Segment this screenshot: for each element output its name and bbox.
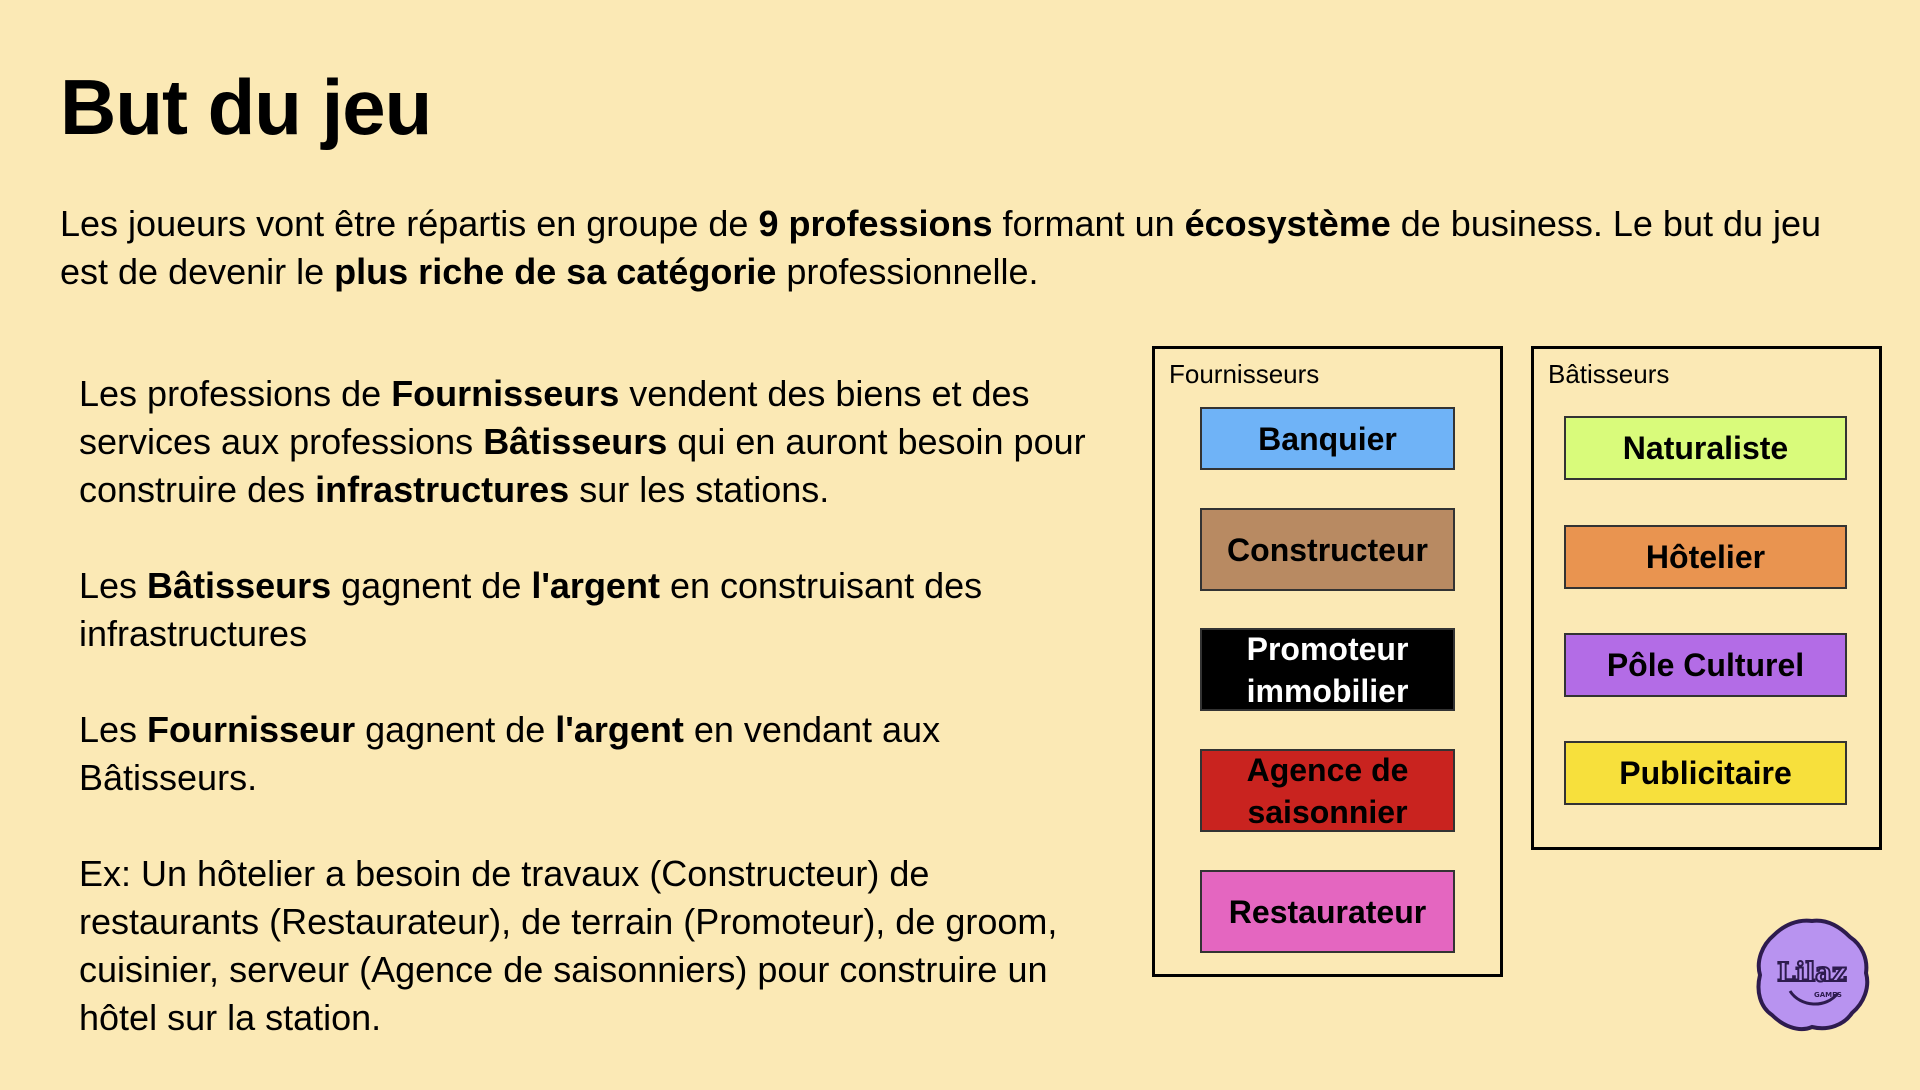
- intro-bold-ecosysteme: écosystème: [1184, 203, 1391, 244]
- p3-bold-argent: l'argent: [555, 709, 684, 750]
- p2-bold-batisseurs: Bâtisseurs: [147, 565, 332, 606]
- p2-text-1: Les: [79, 565, 148, 606]
- profession-label: [1623, 427, 1788, 469]
- paragraph-fournisseur-gain: [79, 706, 1119, 802]
- profession-label-line1: Naturaliste: [1622, 430, 1789, 466]
- p3-bold-fournisseur: Fournisseur: [147, 709, 356, 750]
- paragraph-example: Ex: Un hôtelier a besoin de travaux (Constructeur) de restaurants (Restaurateur), de terrain (Promoteur), de groom, cuisinier, serveur (Agence de saisonniers) pour construire un hôtel sur la station.: [79, 853, 1058, 1038]
- profession-label: [1258, 418, 1397, 460]
- logo-text: Lilaz: [1777, 958, 1847, 988]
- profession-label-line1: Restaurateur: [1228, 893, 1427, 930]
- profession-card-restaurateur: [1200, 870, 1455, 953]
- profession-card-banquier: [1200, 407, 1455, 470]
- profession-label-line1: Agence de: [1246, 751, 1409, 788]
- profession-label: [1619, 752, 1792, 794]
- lilaz-games-logo: [1752, 915, 1872, 1035]
- profession-label-line2: immobilier: [1246, 672, 1409, 709]
- p1-text-3: qui en auront besoin pour construire des: [79, 421, 1086, 510]
- fournisseurs-label: Fournisseurs: [1169, 359, 1320, 389]
- profession-label-line1: Promoteur: [1246, 630, 1409, 667]
- intro-bold-plus-riche: plus riche de sa catégorie: [334, 251, 777, 292]
- p1-bold-fournisseurs: Fournisseurs: [391, 373, 620, 414]
- profession-label: [1247, 749, 1409, 833]
- profession-card-naturaliste: [1564, 416, 1847, 480]
- p1-bold-infrastructures: infrastructures: [315, 469, 570, 510]
- profession-label: [1247, 628, 1409, 712]
- profession-card-h-telier: [1564, 525, 1847, 589]
- p2-text-2: gagnent de: [331, 565, 532, 606]
- logo-subtext: GAMES: [1814, 991, 1842, 999]
- p3-text-3: en vendant aux Bâtisseurs.: [79, 709, 941, 798]
- p1-text-4: sur les stations.: [569, 469, 830, 510]
- p2-bold-argent: l'argent: [531, 565, 660, 606]
- explanation-text: [79, 370, 1119, 1090]
- intro-bold-professions: 9 professions: [758, 203, 993, 244]
- profession-label-line1: Banquier: [1258, 420, 1397, 457]
- intro-text-2: formant un: [992, 203, 1185, 244]
- profession-card-constructeur: [1200, 508, 1455, 591]
- intro-text-4: professionnelle.: [776, 251, 1039, 292]
- profession-label: [1229, 891, 1426, 933]
- intro-text-1: Les joueurs vont être répartis en groupe de: [60, 203, 759, 244]
- profession-card-publicitaire: [1564, 741, 1847, 805]
- p1-text-1: Les professions de: [79, 373, 392, 414]
- profession-label-line1: Hôtelier: [1645, 539, 1766, 575]
- profession-label: [1646, 536, 1765, 578]
- profession-card-p-le-culturel: [1564, 633, 1847, 697]
- intro-paragraph: [60, 200, 1860, 296]
- profession-label: [1607, 644, 1804, 686]
- profession-card-agence-de: [1200, 749, 1455, 832]
- profession-label: [1227, 529, 1428, 571]
- p3-text-2: gagnent de: [355, 709, 556, 750]
- paragraph-fournisseurs: [79, 370, 1119, 514]
- slide-title: But du jeu: [60, 63, 432, 151]
- paragraph-batisseurs: [79, 562, 1119, 658]
- batisseurs-label: Bâtisseurs: [1548, 359, 1670, 389]
- p1-bold-batisseurs: Bâtisseurs: [483, 421, 668, 462]
- p3-text-1: Les: [79, 709, 148, 750]
- p2-text-3: en construisant des infrastructures: [79, 565, 983, 654]
- intro-text-3: de business. Le but du jeu est de devenir le: [60, 203, 1822, 292]
- profession-label-line1: Pôle Culturel: [1606, 647, 1805, 683]
- profession-label-line1: Constructeur: [1227, 531, 1428, 568]
- profession-label-line1: Publicitaire: [1619, 755, 1792, 791]
- p1-text-2: vendent des biens et des services aux professions: [79, 373, 1030, 462]
- profession-label-line2: saisonnier: [1247, 793, 1408, 830]
- profession-card-promoteur: [1200, 628, 1455, 711]
